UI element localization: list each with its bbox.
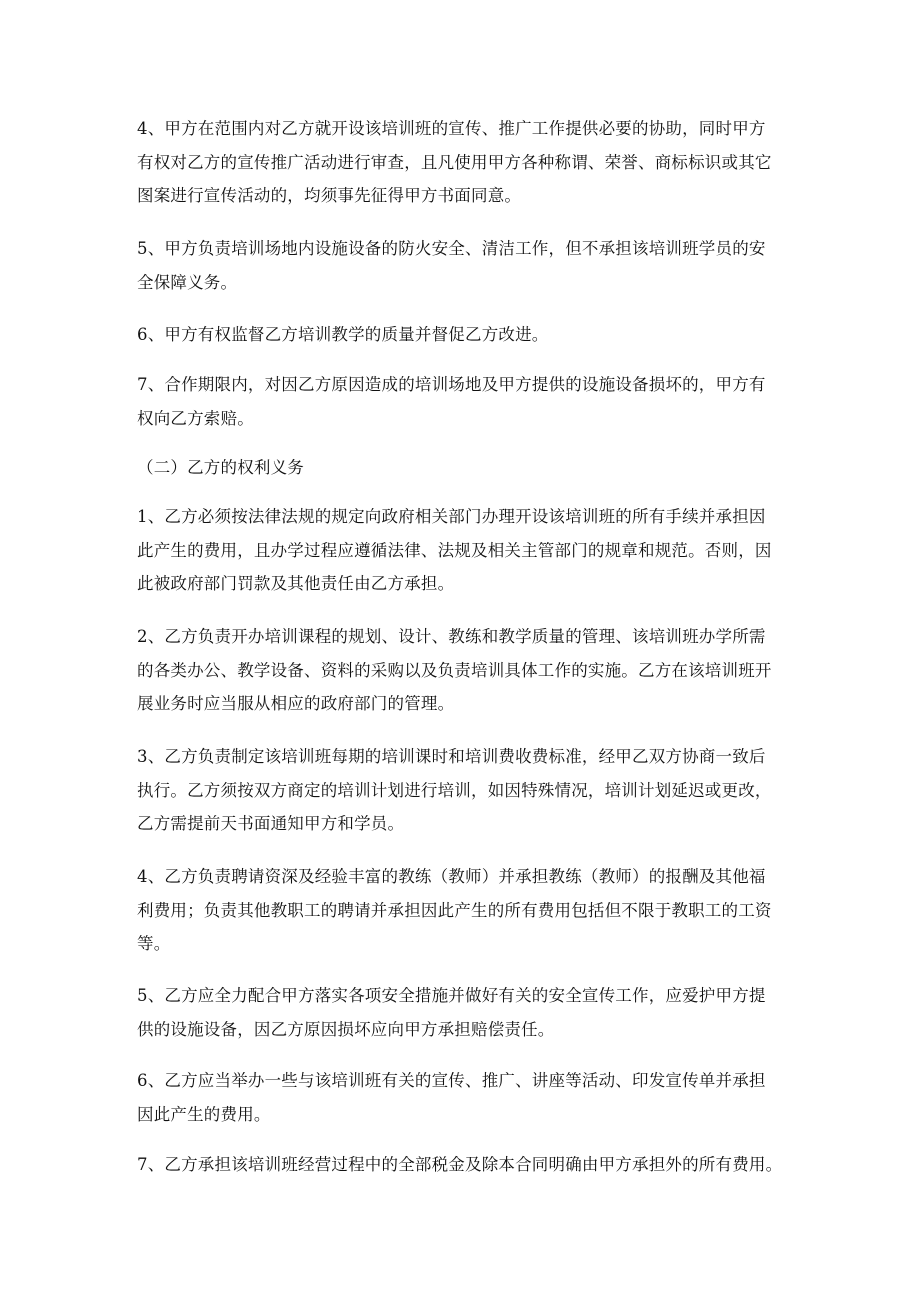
paragraph-line: 7、合作期限内，对因乙方原因造成的培训场地及甲方提供的设施设备损坏的，甲方有: [137, 375, 766, 394]
paragraph-line: 权向乙方索赔。: [137, 408, 254, 428]
paragraph-line: 2、乙方负责开办培训课程的规划、设计、教练和教学质量的管理、该培训班办学所需: [137, 627, 766, 646]
paragraph-line: 供的设施设备，因乙方原因损坏应向甲方承担赔偿责任。: [137, 1019, 555, 1039]
paragraph-line: 5、甲方负责培训场地内设施设备的防火安全、清洁工作，但不承担该培训班学员的安: [137, 239, 766, 258]
section-heading-party-b: [137, 451, 807, 485]
paragraph-line: 等。: [137, 934, 171, 953]
paragraph-line: 6、甲方有权监督乙方培训教学的质量并督促乙方改进。: [137, 325, 549, 344]
paragraph-line: 4、乙方负责聘请资深及经验丰富的教练（教师）并承担教练（教师）的报酬及其他福: [137, 867, 766, 886]
paragraph-party-b-6: [137, 1064, 807, 1131]
paragraph-line: 利费用；负责其他教职工的聘请并承担因此产生的所有费用包括但不限于教职工的工资: [137, 900, 772, 920]
paragraph-party-a-4: [137, 112, 807, 213]
paragraph-party-a-5: [137, 232, 807, 299]
paragraph-line: 此产生的费用，且办学过程应遵循法律、法规及相关主管部门的规章和规范。否则，因: [137, 540, 772, 560]
paragraph-line: 有权对乙方的宣传推广活动进行审查，且凡使用甲方各种称谓、荣誉、商标标识或其它: [137, 152, 772, 172]
paragraph-party-a-6: [137, 318, 807, 352]
paragraph-line: 乙方需提前天书面通知甲方和学员。: [137, 814, 405, 833]
paragraph-line: 此被政府部门罚款及其他责任由乙方承担。: [137, 574, 455, 593]
paragraph-line: 5、乙方应全力配合甲方落实各项安全措施并做好有关的安全宣传工作，应爱护甲方提: [137, 986, 766, 1005]
paragraph-line: 的各类办公、教学设备、资料的采购以及负责培训具体工作的实施。乙方在该培训班开: [137, 660, 772, 680]
paragraph-line: 6、乙方应当举办一些与该培训班有关的宣传、推广、讲座等活动、印发宣传单并承担: [137, 1071, 766, 1090]
section-heading: （二）乙方的权利义务: [137, 458, 304, 477]
paragraph-party-a-7: [137, 368, 807, 435]
paragraph-line: 执行。乙方须按双方商定的培训计划进行培训，如因特殊情况，培训计划延迟或更改，: [137, 780, 772, 800]
paragraph-party-b-2: [137, 620, 807, 721]
paragraph-line: 3、乙方负责制定该培训班每期的培训课时和培训费收费标准，经甲乙双方协商一致后: [137, 747, 766, 766]
paragraph-line: 7、乙方承担该培训班经营过程中的全部税金及除本合同明确由甲方承担外的所有费用。: [137, 1155, 783, 1174]
paragraph-party-b-5: [137, 979, 807, 1046]
paragraph-line: 全保障义务。: [137, 272, 238, 292]
paragraph-party-b-4: [137, 860, 807, 961]
paragraph-line: 展业务时应当服从相应的政府部门的管理。: [137, 694, 455, 713]
paragraph-party-b-3: [137, 740, 807, 841]
paragraph-party-b-7: [137, 1148, 807, 1182]
paragraph-line: 因此产生的费用。: [137, 1104, 271, 1124]
paragraph-line: 图案进行宣传活动的，均须事先征得甲方书面同意。: [137, 186, 522, 205]
paragraph-party-b-1: [137, 500, 807, 601]
paragraph-line: 1、乙方必须按法律法规的规定向政府相关部门办理开设该培训班的所有手续并承担因: [137, 507, 766, 526]
paragraph-line: 4、甲方在范围内对乙方就开设该培训班的宣传、推广工作提供必要的协助，同时甲方: [137, 119, 766, 138]
